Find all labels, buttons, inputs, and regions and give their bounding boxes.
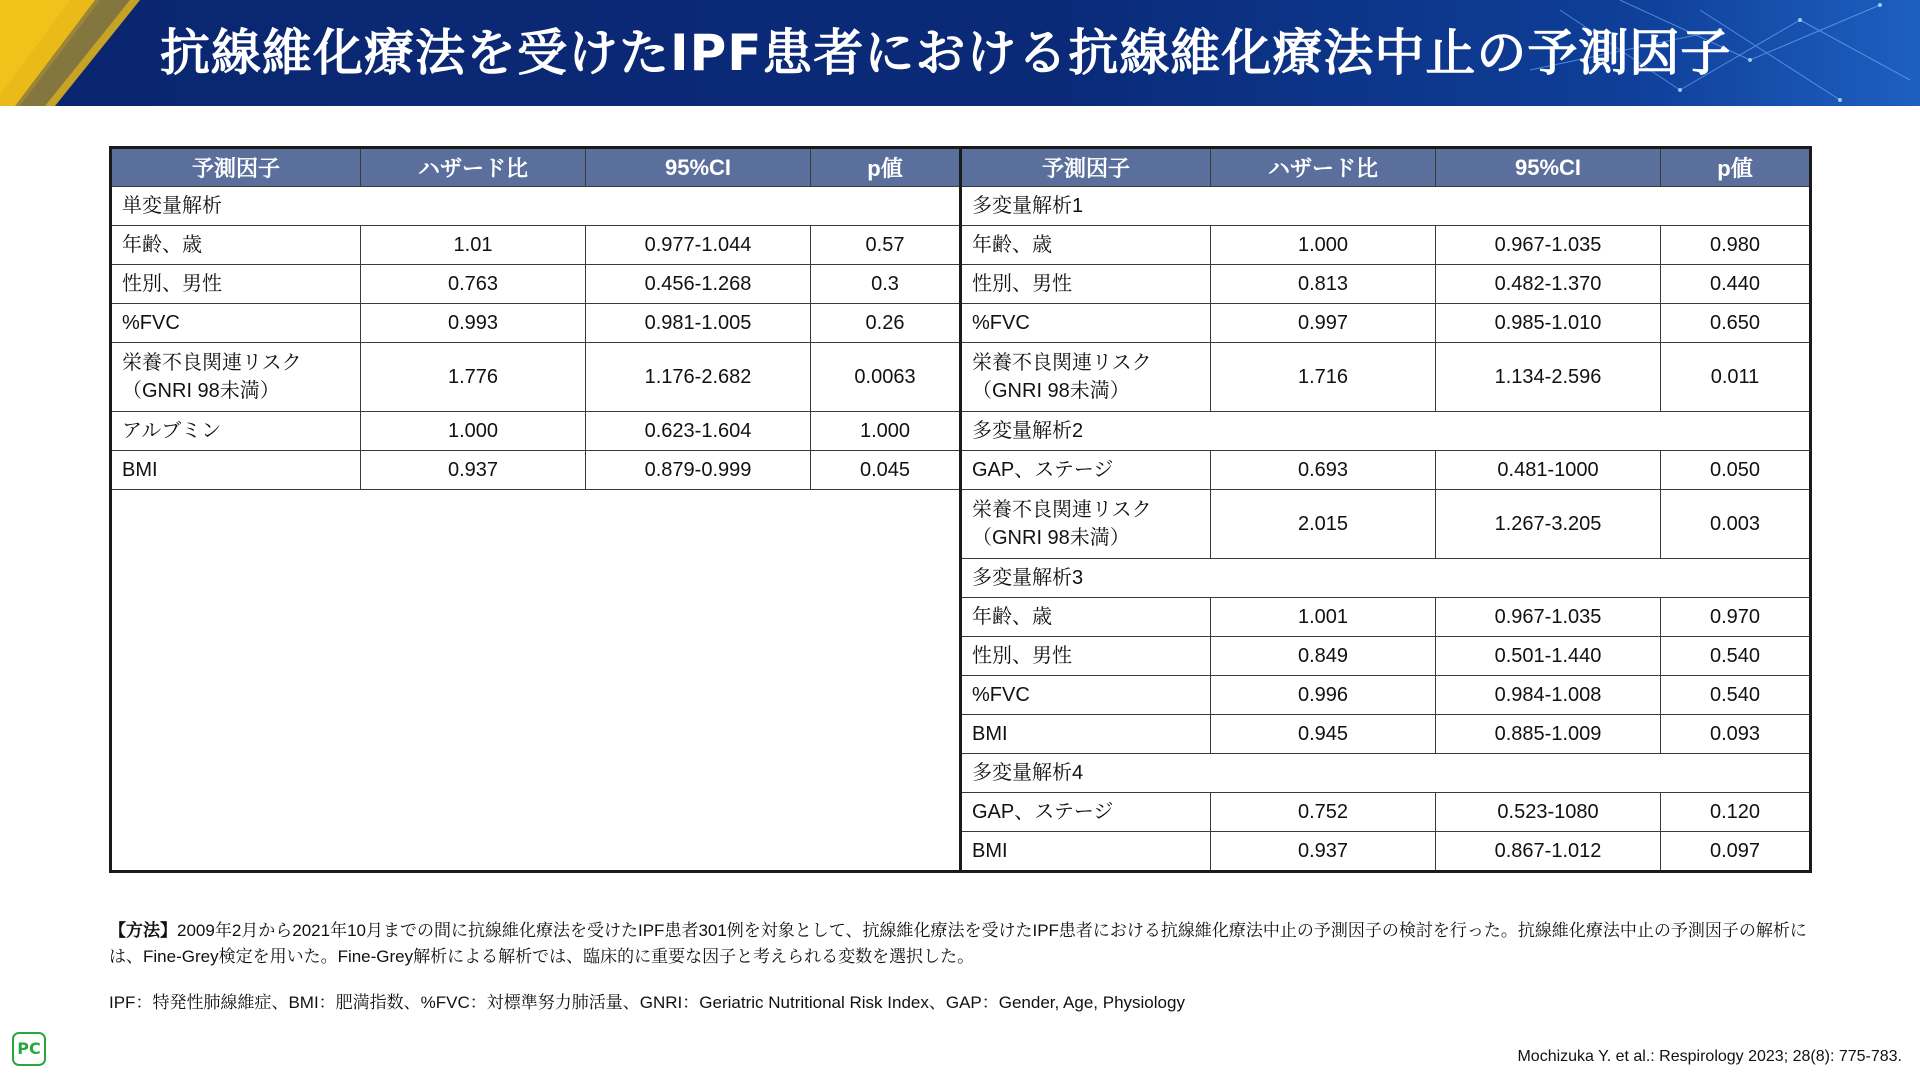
pc-logo-icon: PC [12,1032,46,1066]
p-cell: 0.011 [1661,343,1811,412]
p-cell: 0.097 [1661,832,1811,872]
p-cell: 0.0063 [811,343,961,412]
p-cell: 0.980 [1661,226,1811,265]
factor-cell: GAP、ステージ [961,451,1211,490]
ci-cell: 0.523-1080 [1436,793,1661,832]
p-cell: 0.120 [1661,793,1811,832]
ci-cell: 1.176-2.682 [586,343,811,412]
factor-cell: 性別、男性 [111,265,361,304]
ci-cell: 0.623-1.604 [586,412,811,451]
hr-cell: 0.993 [361,304,586,343]
ci-cell: 0.967-1.035 [1436,598,1661,637]
p-cell: 0.540 [1661,676,1811,715]
factor-cell [961,490,1211,559]
table-row [111,226,1811,265]
ci-cell: 0.984-1.008 [1436,676,1661,715]
table-row [111,265,1811,304]
predictor-table [109,146,1812,873]
ci-cell: 0.977-1.044 [586,226,811,265]
header-p-value: p値 [1661,148,1811,187]
abbreviations: IPF：特発性肺線維症、BMI：肥満指数、%FVC：対標準努力肺活量、GNRI：Geriatric Nutritional Risk Index、GAP：Gender, Age, Physiology [109,993,1185,1012]
ci-cell: 0.867-1.012 [1436,832,1661,872]
factor-cell: アルブミン [111,412,361,451]
hr-cell: 0.763 [361,265,586,304]
page-title: 抗線維化療法を受けたIPF患者における抗線維化療法中止の予測因子 [160,24,1732,82]
hr-cell: 1.000 [361,412,586,451]
section-label-multivariate-2: 多変量解析2 [961,412,1811,451]
ci-cell: 0.456-1.268 [586,265,811,304]
ci-cell: 0.981-1.005 [586,304,811,343]
factor-cell: 年齢、歳 [961,226,1211,265]
factor-cell: 年齢、歳 [111,226,361,265]
factor-cell: BMI [111,451,361,490]
p-cell: 0.650 [1661,304,1811,343]
factor-line-1: 栄養不良関連リスク [122,352,302,374]
header-factor: 予測因子 [961,148,1211,187]
method-description [109,918,1819,970]
header-hazard-ratio: ハザード比 [1211,148,1436,187]
p-cell: 0.093 [1661,715,1811,754]
table-row [111,412,1811,451]
factor-cell: BMI [961,715,1211,754]
factor-line-2: （GNRI 98未満） [972,380,1130,402]
ci-cell: 0.501-1.440 [1436,637,1661,676]
ci-cell: 1.134-2.596 [1436,343,1661,412]
header-factor: 予測因子 [111,148,361,187]
citation: Mochizuka Y. et al.: Respirology 2023; 28(8): 775-783. [1517,1048,1902,1065]
header-ci: 95%CI [586,148,811,187]
section-label-multivariate-4: 多変量解析4 [961,754,1811,793]
method-label: 【方法】 [109,921,177,940]
header-hazard-ratio: ハザード比 [361,148,586,187]
method-text: 2009年2月から2021年10月までの間に抗線維化療法を受けたIPF患者301例を対象として、抗線維化療法を受けたIPF患者における抗線維化療法中止の予測因子の検討を行った。抗線維化療法中止の予測因子の解析には、Fine-Grey検定を用いた。Fine-Grey解析による解析では、臨床的に重要な因子と考えられる変数を選択した。 [109,921,1807,966]
section-label-multivariate-3: 多変量解析3 [961,559,1811,598]
table-row [111,451,1811,490]
hr-cell: 0.945 [1211,715,1436,754]
ci-cell: 0.879-0.999 [586,451,811,490]
factor-line-2: （GNRI 98未満） [122,380,280,402]
hr-cell: 1.716 [1211,343,1436,412]
p-cell: 0.3 [811,265,961,304]
hr-cell: 0.997 [1211,304,1436,343]
factor-cell: %FVC [961,676,1211,715]
factor-cell: %FVC [961,304,1211,343]
factor-cell [961,343,1211,412]
factor-cell: 年齢、歳 [961,598,1211,637]
p-cell: 0.045 [811,451,961,490]
hr-cell: 0.813 [1211,265,1436,304]
factor-cell [111,343,361,412]
table-row [111,343,1811,412]
empty-area [111,490,961,872]
section-label-multivariate-1: 多変量解析1 [961,187,1811,226]
p-cell: 1.000 [811,412,961,451]
table-row [111,304,1811,343]
table-row [111,490,1811,559]
header-ci: 95%CI [1436,148,1661,187]
p-cell: 0.26 [811,304,961,343]
ci-cell: 0.985-1.010 [1436,304,1661,343]
ci-cell: 0.885-1.009 [1436,715,1661,754]
hr-cell: 2.015 [1211,490,1436,559]
header-p-value: p値 [811,148,961,187]
hr-cell: 0.937 [361,451,586,490]
ci-cell: 1.267-3.205 [1436,490,1661,559]
factor-cell: GAP、ステージ [961,793,1211,832]
factor-cell: BMI [961,832,1211,872]
ci-cell: 0.482-1.370 [1436,265,1661,304]
hr-cell: 0.693 [1211,451,1436,490]
factor-line-1: 栄養不良関連リスク [972,352,1152,374]
p-cell: 0.003 [1661,490,1811,559]
hr-cell: 0.752 [1211,793,1436,832]
p-cell: 0.540 [1661,637,1811,676]
hr-cell: 1.000 [1211,226,1436,265]
banner-decoration-icon [0,0,150,106]
ci-cell: 0.967-1.035 [1436,226,1661,265]
hr-cell: 1.001 [1211,598,1436,637]
factor-cell: 性別、男性 [961,637,1211,676]
factor-cell: %FVC [111,304,361,343]
title-banner [0,0,1920,106]
p-cell: 0.440 [1661,265,1811,304]
factor-line-1: 栄養不良関連リスク [972,499,1152,521]
hr-cell: 0.996 [1211,676,1436,715]
factor-line-2: （GNRI 98未満） [972,527,1130,549]
hr-cell: 1.01 [361,226,586,265]
ci-cell: 0.481-1000 [1436,451,1661,490]
table-row [111,187,1811,226]
section-label-univariate: 単変量解析 [111,187,961,226]
p-cell: 0.57 [811,226,961,265]
p-cell: 0.970 [1661,598,1811,637]
hr-cell: 0.849 [1211,637,1436,676]
hr-cell: 1.776 [361,343,586,412]
factor-cell: 性別、男性 [961,265,1211,304]
table-header-row [111,148,1811,187]
hr-cell: 0.937 [1211,832,1436,872]
p-cell: 0.050 [1661,451,1811,490]
